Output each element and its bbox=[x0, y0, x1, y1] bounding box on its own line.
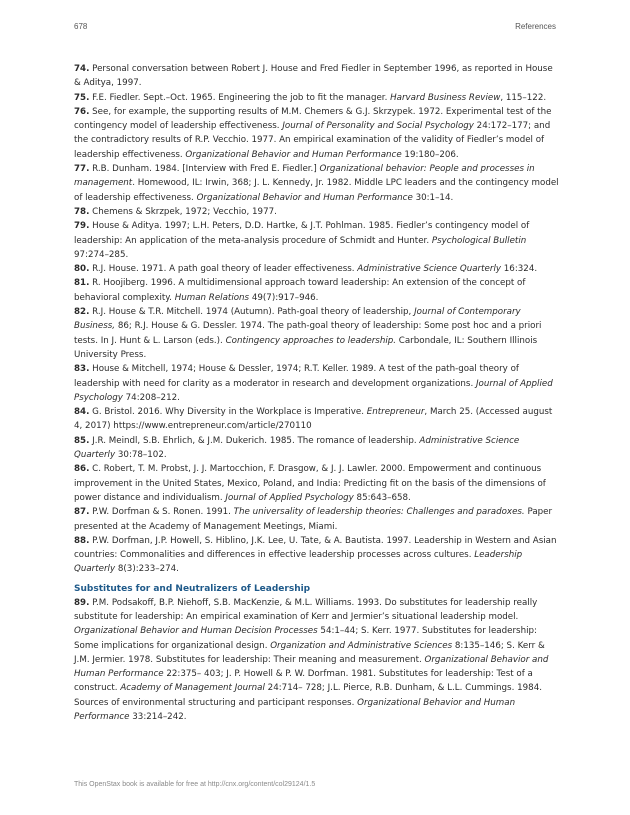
reference-text: 24:714– 728; J.L. Pierce, R.B. Dunham, & L.L. Cummings. 1984. Sources of environmental structuring and participant responses. bbox=[74, 683, 542, 708]
footer-note: This OpenStax book is available for free at http://cnx.org/content/col29124/1.5 bbox=[74, 781, 316, 788]
reference-item bbox=[74, 276, 560, 305]
reference-text: P.M. Podsakoff, B.P. Niehoff, S.B. MacKenzie, & M.L. Williams. 1993. Do substitutes for leadership really substitute for leadership: An empirical examination of Kerr and Jermier’s situational leadership model. bbox=[74, 597, 538, 622]
reference-text: R.B. Dunham. 1984. [Interview with Fred E. Fiedler.] bbox=[92, 164, 320, 175]
reference-source: Psychological Bulletin bbox=[431, 235, 527, 246]
reference-source: Journal of Contemporary Business, bbox=[74, 307, 521, 332]
reference-source: Entrepreneur bbox=[366, 407, 425, 418]
reference-text: P.W. Dorfman, J.P. Howell, S. Hiblino, J.K. Lee, U. Tate, & A. Bautista. 1997. Leadership in Western and Asian countries: Commonalities and differences in effective leadership processes across cultures. bbox=[74, 535, 557, 561]
reference-number: 77. bbox=[74, 164, 90, 175]
reference-text: F.E. Fiedler. Sept.–Oct. 1965. Engineering the job to fit the manager. bbox=[92, 92, 391, 103]
reference-item bbox=[74, 505, 560, 534]
reference-text: 19:180–206. bbox=[401, 149, 459, 160]
reference-text: 8:135–146; S. Kerr & J.M. Jermier. 1978. Substitutes for leadership: Their meaning and measurement. bbox=[74, 640, 545, 665]
reference-number: 88. bbox=[74, 535, 90, 546]
reference-text: G. Bristol. 2016. Why Diversity in the Workplace is Imperative. bbox=[92, 407, 367, 418]
reference-number: 89. bbox=[74, 597, 90, 608]
reference-item bbox=[74, 91, 560, 105]
reference-item bbox=[74, 205, 560, 219]
reference-source: Administrative Science Quarterly bbox=[357, 264, 502, 275]
reference-item bbox=[74, 534, 560, 577]
reference-source: Journal of Applied Psychology bbox=[225, 492, 354, 503]
reference-source: Administrative Science Quarterly bbox=[74, 435, 520, 461]
reference-number: 81. bbox=[74, 278, 90, 289]
reference-source: The universality of leadership theories: Challenges and paradoxes. bbox=[233, 507, 525, 518]
reference-source: Human Relations bbox=[174, 292, 250, 303]
reference-number: 84. bbox=[74, 407, 90, 418]
reference-source: Contingency approaches to leadership. bbox=[225, 335, 397, 346]
reference-text: See, for example, the supporting results of M.M. Chemers & G.J. Skrzypek. 1972. Experimental test of the contingency model of leadership effectiveness. bbox=[74, 106, 552, 132]
reference-number: 86. bbox=[74, 464, 90, 475]
reference-item bbox=[74, 105, 560, 162]
section-heading: Substitutes for and Neutralizers of Leadership bbox=[74, 583, 311, 594]
reference-source: Journal of Applied Psychology bbox=[74, 378, 553, 403]
reference-item bbox=[74, 219, 560, 262]
reference-group bbox=[74, 596, 560, 725]
reference-text: 54:1–44; S. Kerr. 1977. Substitutes for leadership: Some implications for organizational design. bbox=[74, 626, 537, 651]
reference-text: 33:214–242. bbox=[129, 712, 187, 723]
reference-source: Organizational Behavior and Human Performance bbox=[74, 654, 549, 680]
reference-source: Organizational Behavior and Human Decision Processes bbox=[74, 626, 318, 637]
reference-number: 76. bbox=[74, 106, 90, 117]
reference-text: 24:172–177; and the contradictory results of R.P. Vecchio. 1977. An empirical examination of the validity of Fiedler’s model of leadership effectiveness. bbox=[74, 121, 551, 160]
reference-number: 79. bbox=[74, 221, 90, 232]
reference-number: 83. bbox=[74, 364, 90, 375]
reference-text: Paper presented at the Academy of Management Meetings, Miami. bbox=[74, 507, 553, 532]
reference-item bbox=[74, 362, 560, 405]
reference-source: Harvard Business Review bbox=[390, 92, 501, 103]
reference-number: 74. bbox=[74, 64, 90, 74]
reference-group bbox=[74, 62, 560, 577]
reference-text: R.J. House. 1971. A path goal theory of leader effectiveness. bbox=[92, 264, 358, 275]
reference-source: Academy of Management Journal bbox=[120, 683, 265, 694]
reference-text: Personal conversation between Robert J. House and Fred Fiedler in September 1996, as reported in House & Aditya, 1997. bbox=[74, 64, 553, 89]
reference-text: House & Aditya. 1997; L.H. Peters, D.D. Hartke, & J.T. Pohlman. 1985. Fiedler’s contingency model of leadership: An application of the meta-analysis procedure of Schmidt and Hunter. bbox=[74, 221, 530, 246]
reference-text: 16:324. bbox=[501, 264, 538, 275]
reference-text: 30:78–102. bbox=[115, 450, 167, 461]
reference-text: R. Hoojiberg. 1996. A multidimensional approach toward leadership: An extension of the concept of behavioral complexity. bbox=[74, 278, 526, 303]
reference-text: , 115–122. bbox=[500, 92, 547, 103]
reference-item bbox=[74, 62, 560, 91]
reference-text: Carbondale, IL: Southern Illinois University Press. bbox=[74, 335, 538, 360]
reference-text: J.R. Meindl, S.B. Ehrlich, & J.M. Dukerich. 1985. The romance of leadership. bbox=[92, 435, 420, 446]
reference-source: Organizational Behavior and Human Performance bbox=[196, 192, 413, 203]
reference-item bbox=[74, 596, 560, 725]
reference-text: 85:643–658. bbox=[353, 492, 411, 503]
reference-text: House & Mitchell, 1974; House & Dessler, 1974; R.T. Keller. 1989. A test of the path-goal theory of leadership with need for clarity as a moderator in research and development organizations. bbox=[74, 364, 519, 389]
reference-text: 8(3):233–274. bbox=[115, 564, 179, 575]
page-number: 678 bbox=[74, 22, 88, 31]
reference-number: 87. bbox=[74, 507, 90, 518]
reference-text: 30:1–14. bbox=[412, 192, 454, 203]
reference-item bbox=[74, 462, 560, 505]
reference-text: R.J. House & T.R. Mitchell. 1974 (Autumn). Path-goal theory of leadership, bbox=[92, 307, 415, 318]
reference-text: 86; R.J. House & G. Dessler. 1974. The path-goal theory of leadership: Some post hoc and a priori tests. In J. Hunt & L. Larson (eds.). bbox=[74, 321, 542, 346]
reference-item bbox=[74, 305, 560, 362]
reference-number: 85. bbox=[74, 435, 90, 446]
reference-item bbox=[74, 162, 560, 205]
reference-text: 49(7):917–946. bbox=[249, 292, 319, 303]
reference-item bbox=[74, 405, 560, 434]
reference-list bbox=[74, 62, 560, 724]
reference-text: , March 25. (Accessed august 4, 2017) https://www.entrepreneur.com/article/270110 bbox=[74, 407, 553, 432]
reference-number: 78. bbox=[74, 206, 90, 217]
reference-item bbox=[74, 262, 560, 276]
reference-number: 75. bbox=[74, 92, 90, 103]
reference-text: C. Robert, T. M. Probst, J. J. Martocchion, F. Drasgow, & J. J. Lawler. 2000. Empowerment and continuous improvement in the United States, Mexico, Poland, and India: Predicting fit on the basis of the dimensions of power distance and individualism. bbox=[74, 464, 546, 503]
reference-text: . Homewood, IL: Irwin, 368; J. L. Kennedy, Jr. 1982. Middle LPC leaders and the contingency model of leadership effectiveness. bbox=[74, 178, 559, 203]
reference-source: Journal of Personality and Social Psychology bbox=[282, 121, 474, 132]
reference-text: 22:375– 403; J. P. Howell & P. W. Dorfman. 1981. Substitutes for leadership: Test of a construct. bbox=[74, 669, 533, 694]
reference-text: Chemens & Skrzpek, 1972; Vecchio, 1977. bbox=[92, 206, 277, 217]
reference-number: 80. bbox=[74, 264, 90, 275]
running-header: References bbox=[515, 22, 556, 31]
reference-text: P.W. Dorfman & S. Ronen. 1991. bbox=[92, 507, 234, 518]
reference-number: 82. bbox=[74, 307, 90, 318]
reference-item bbox=[74, 434, 560, 463]
reference-text: 74:208–212. bbox=[122, 392, 180, 403]
reference-source: Organization and Administrative Sciences bbox=[270, 640, 453, 651]
reference-source: Leadership Quarterly bbox=[74, 550, 523, 575]
reference-text: 97:274–285. bbox=[74, 249, 129, 260]
reference-source: Organizational Behavior and Human Performance bbox=[185, 149, 402, 160]
reference-source: Organizational Behavior and Human Performance bbox=[74, 697, 516, 723]
reference-source: Organizational behavior: People and processes in management bbox=[74, 164, 535, 189]
